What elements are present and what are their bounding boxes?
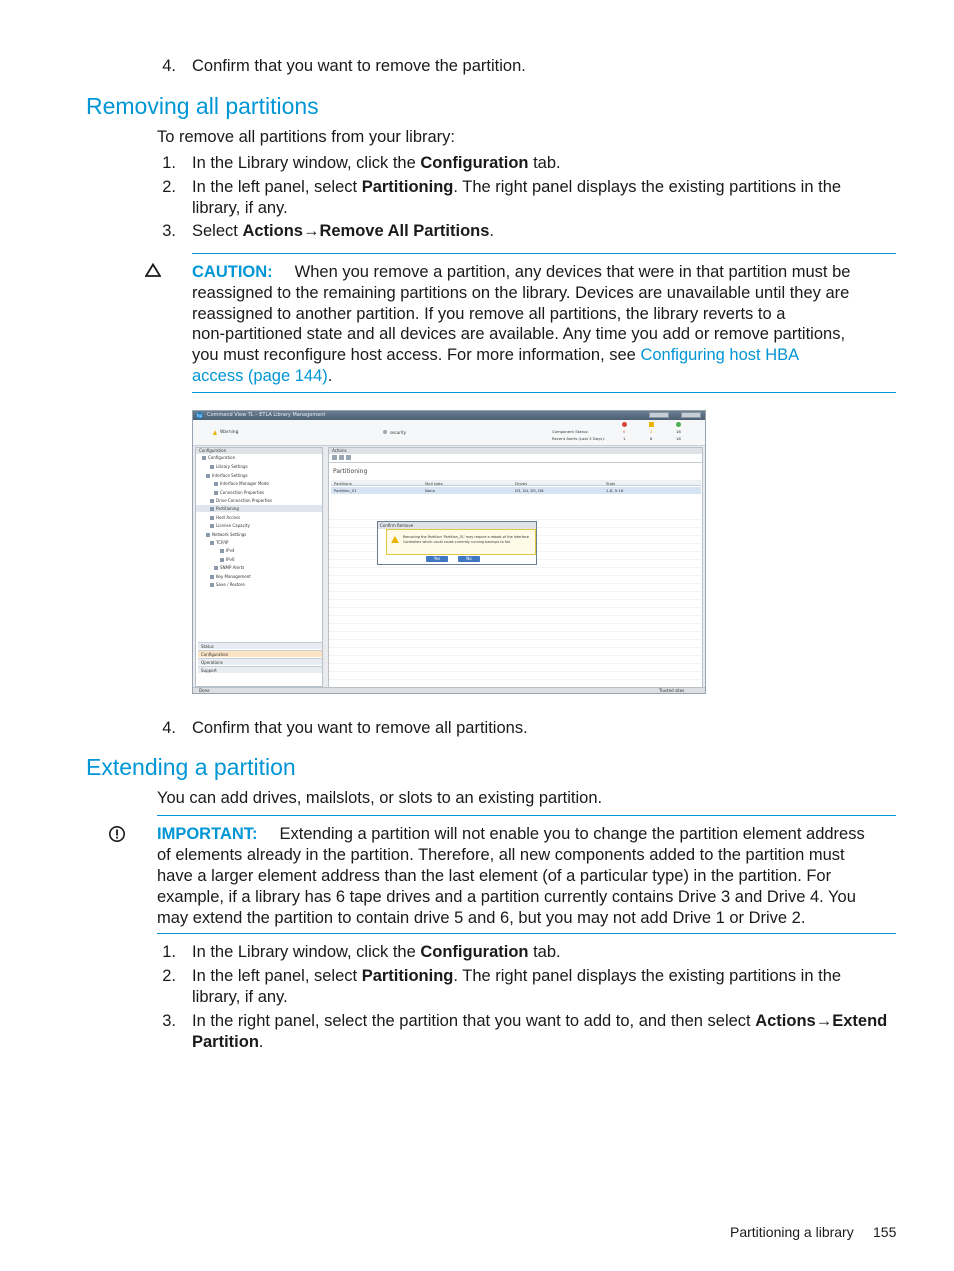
tree-item: Connection Properties [214,490,264,495]
folder-icon [202,456,206,460]
step-text: Select Actions→Remove All Partitions. [192,222,494,240]
step-text: Confirm that you want to remove all partitions. [192,719,528,737]
hp-logo: hp [196,413,203,418]
nav-status: Status [198,642,322,649]
license-icon [210,524,214,528]
alert-count: 18 [676,436,681,441]
step-text: In the left panel, select Partitioning. The right panel displays the existing partitions in the [192,967,842,985]
tree-item-partitioning: Partitioning [210,506,239,511]
column-header: Slots [606,481,616,486]
network-icon [220,558,224,562]
step-text: In the right panel, select the partition that you want to add to, and then select Actions→Extend [192,1012,888,1030]
drive-icon [210,499,214,503]
alert-icon [214,566,218,570]
ok-icon [676,422,681,427]
table-cell: Partition_01 [334,488,357,493]
step-number: 2. [162,967,176,985]
ok-count: 18 [676,429,681,434]
save-icon [210,583,214,587]
panel-title: Partitioning [333,468,368,475]
column-header: Drives [515,481,528,486]
table-cell: None [425,488,435,493]
alert-count: 8 [650,436,653,441]
caution-line: you must reconfigure host access. For more information, see Configuring host HBA [192,346,800,364]
tree-item: Interface Manager Mode [214,481,269,486]
step-text-continued: library, if any. [192,988,288,1006]
footer-status: Done [199,688,210,693]
warning-icon [213,430,217,435]
tree-item: IPv4 [220,548,235,553]
step-number: 2. [162,178,176,196]
tree-item: Drive Connection Properties [210,498,272,503]
component-status-label: Component Status: [552,429,589,434]
caution-icon [145,263,161,282]
actions-menu: Actions [329,448,702,454]
folder-icon [206,533,210,537]
table-cell: 1-8, 9-16 [606,488,624,493]
warning-count: 2 [650,429,653,434]
configuring-host-hba-link[interactable]: Configuring host HBA [640,346,800,364]
important-bottom-rule [157,933,896,934]
yes-button: Yes [426,556,448,562]
tree-item: SNMP Alerts [214,565,244,570]
section-heading-removing: Removing all partitions [86,93,319,119]
close-button [681,412,701,418]
config-tree-panel [195,447,323,687]
step-number: 4. [162,57,176,75]
step-text-continued: Partition. [192,1033,264,1051]
tree-item: Configuration [202,455,235,460]
important-label: IMPORTANT: [157,825,258,843]
important-icon [108,825,126,848]
connection-icon [214,491,218,495]
network-icon [220,549,224,553]
status-strip [193,420,705,446]
tree-item: Network Settings [206,532,246,537]
section-heading-extending: Extending a partition [86,754,296,780]
important-line: have a larger element address than the last element (of a particular type) in the partition. For [157,867,832,885]
partitioning-panel [328,447,703,687]
step-text-continued: library, if any. [192,199,288,217]
step-number: 1. [162,943,176,961]
host-icon [210,516,214,520]
step-number: 3. [162,1012,176,1030]
step-number: 4. [162,719,176,737]
tree-item: Host Access [210,515,240,520]
important-line: of elements already in the partition. Therefore, all new components added to the partition must [157,846,845,864]
settings-icon [210,465,214,469]
important-line: may extend the partition to contain drive 5 and 6, but you may not add Drive 1 or Drive 2. [157,909,806,927]
add-icon [332,455,337,460]
security-label: security [390,430,406,435]
tree-item: TCP/IP [210,540,228,545]
tree-item: Library Settings [210,464,248,469]
tree-item: Key Management [210,574,251,579]
section-intro: You can add drives, mailslots, or slots to an existing partition. [157,789,603,807]
table-cell: D3, D4, D5, D6 [515,488,544,493]
step-text: Confirm that you want to remove the partition. [192,57,526,75]
footer-section-title: Partitioning a library [730,1224,854,1240]
caution-line: reassigned to another partition. If you remove all partitions, the library reverts to a [192,305,786,323]
dialog-warning-icon [391,536,399,543]
folder-icon [210,541,214,545]
tree-item: Save / Restore [210,582,245,587]
dialog-message: Removing the Partition 'Partition_01' may require a reboot of the Interface Controllers which could cause currently running backups to fail. [403,535,529,544]
no-button: No [458,556,480,562]
page-number: 155 [873,1224,897,1240]
error-icon [622,422,627,427]
configuring-host-hba-link-continued[interactable]: access (page 144) [192,367,328,385]
recent-alerts-label: Recent Alerts (Last 3 Days): [552,436,606,441]
library-management-screenshot [192,410,706,694]
folder-icon [206,474,210,478]
tree-header: Configuration [199,448,227,453]
help-icon [346,455,351,460]
tree-item: Interface Settings [206,473,248,478]
step-text: In the Library window, click the Configuration tab. [192,154,561,172]
caution-bottom-rule [192,392,896,393]
caution-line: non-partitioned state and all devices are available. Any time you add or remove partitions, [192,325,846,343]
app-title: Command View TL – ETLA Library Management [207,412,326,418]
warning-status-icon [649,422,654,427]
caution-line: reassigned to the remaining partitions on the library. Devices are unavailable until they are [192,284,850,302]
tree-item: License Capacity [210,523,250,528]
step-number: 1. [162,154,176,172]
nav-support: Support [198,666,322,673]
confirm-remove-dialog [377,521,537,565]
help-button [649,412,669,418]
interface-icon [214,482,218,486]
tree-item: IPv6 [220,557,235,562]
important-line: IMPORTANT: Extending a partition will not enable you to change the partition element address [157,825,865,843]
caution-line: access (page 144). [192,367,333,385]
column-header: Partitions [334,481,352,486]
step-text: In the Library window, click the Configuration tab. [192,943,561,961]
error-count: 0 [623,429,626,434]
app-titlebar [193,411,705,420]
dialog-title: Confirm Remove [378,522,536,529]
print-icon [339,455,344,460]
partition-icon [210,507,214,511]
warning-label: Warning [220,430,239,435]
security-icon [383,430,387,434]
key-icon [210,575,214,579]
step-text: In the left panel, select Partitioning. The right panel displays the existing partitions in the [192,178,842,196]
section-intro: To remove all partitions from your library: [157,128,456,146]
browser-statusbar [193,687,705,693]
column-header: Mail slots [425,481,443,486]
nav-configuration: Configuration [198,650,322,657]
step-number: 3. [162,222,176,240]
caution-top-rule [192,253,896,254]
important-line: example, if a library has 6 tape drives and a partition currently contains Drive 3 and Drive 4. You [157,888,856,906]
footer-zone: Trusted sites [659,688,685,693]
important-top-rule [157,815,896,816]
caution-label: CAUTION: [192,263,273,281]
nav-operations: Operations [198,658,322,665]
alert-count: 1 [623,436,626,441]
caution-line: CAUTION: When you remove a partition, any devices that were in that partition must be [192,263,851,281]
